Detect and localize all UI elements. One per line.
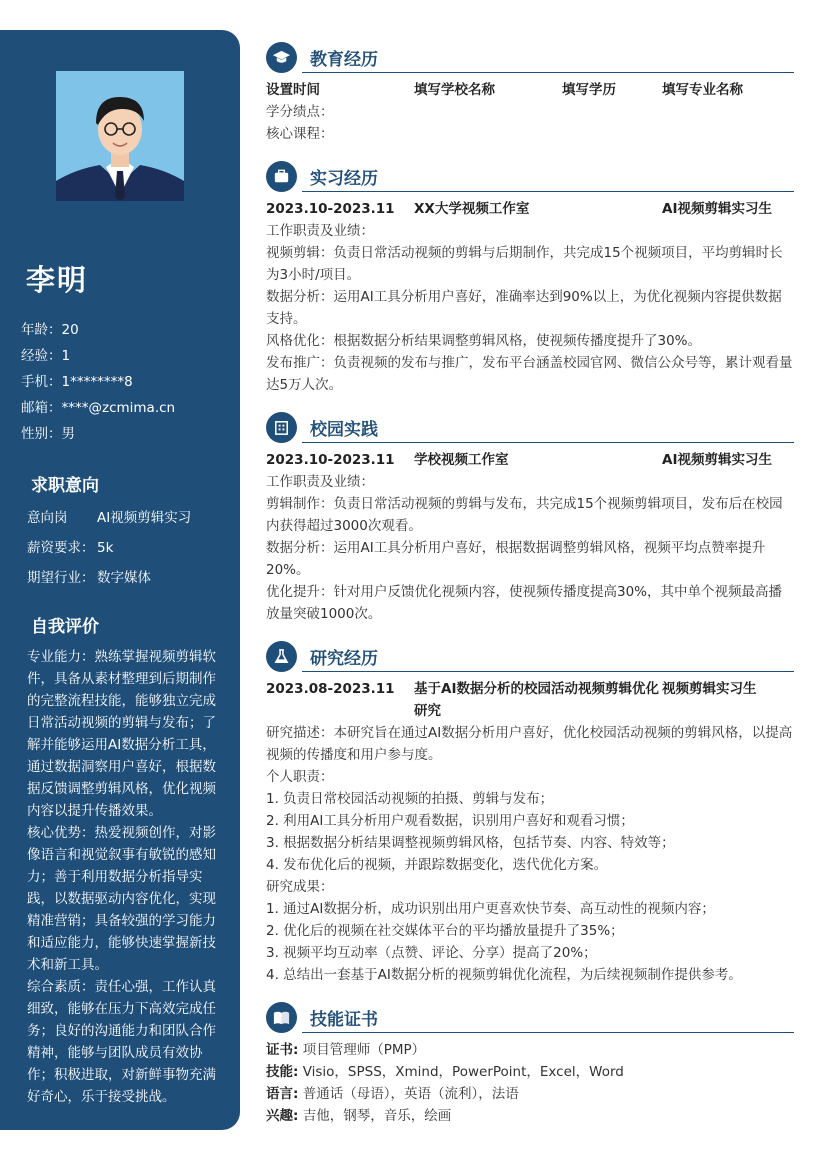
info-experience <box>21 346 175 372</box>
research-line: 4. 总结出一套基于AI数据分析的视频剪辑优化流程，为后续视频制作提供参考。 <box>266 967 742 983</box>
research-line: 4. 发布优化后的视频，并跟踪数据变化，迭代优化方案。 <box>266 857 608 873</box>
research-time: 2023.08-2023.11 <box>266 681 395 697</box>
education-degree: 填写学历 <box>562 82 616 98</box>
info-label: 性别： <box>21 426 62 442</box>
skill-label: 技能: <box>266 1064 299 1080</box>
info-label: 邮箱： <box>21 400 62 416</box>
self-evaluation <box>27 646 217 1108</box>
section-divider <box>302 442 794 443</box>
research-title: 研究经历 <box>310 649 378 669</box>
campus-section-header <box>266 412 794 446</box>
graduation-cap-icon <box>266 42 297 73</box>
personal-info-list <box>21 320 175 450</box>
skill-value: 普通话（母语），英语（流利），法语 <box>302 1086 519 1102</box>
skill-label: 证书: <box>266 1042 299 1058</box>
research-project: 基于AI数据分析的校园活动视频剪辑优化研究 <box>414 681 659 719</box>
research-role: 视频剪辑实习生 <box>662 681 757 697</box>
skill-row <box>266 1105 794 1127</box>
research-line: 1. 通过AI数据分析，成功识别出用户更喜欢快节奏、高互动性的视频内容； <box>266 901 715 917</box>
info-value: ****@zcmima.cn <box>61 400 176 416</box>
briefcase-icon <box>266 161 297 192</box>
section-divider <box>302 1032 794 1033</box>
profile-sidebar <box>0 30 240 1130</box>
info-value: 1********8 <box>61 374 133 390</box>
info-value: 1 <box>61 348 71 364</box>
info-age <box>21 320 175 346</box>
internship-line: 视频剪辑：负责日常活动视频的剪辑与后期制作，共完成15个视频项目，平均剪辑时长为3小时/项目。 <box>266 245 783 283</box>
research-line: 2. 优化后的视频在社交媒体平台的平均播放量提升了35%； <box>266 923 624 939</box>
skill-value: 吉他，钢琴，音乐，绘画 <box>302 1108 452 1124</box>
education-line: 学分绩点： <box>266 104 334 120</box>
campus-block <box>266 449 794 625</box>
info-value: 男 <box>61 426 75 442</box>
skill-label: 兴趣: <box>266 1108 299 1124</box>
skill-value: Visio，SPSS，Xmind，PowerPoint，Excel，Word <box>302 1064 624 1080</box>
info-email <box>21 398 175 424</box>
education-line: 核心课程： <box>266 126 334 142</box>
research-header-row <box>266 678 794 722</box>
campus-line: 优化提升：针对用户反馈优化视频内容，使视频传播度提高30%，其中单个视频最高播放量突破1000次。 <box>266 584 783 622</box>
research-line: 1. 负责日常校园活动视频的拍摄、剪辑与发布； <box>266 791 554 807</box>
campus-time: 2023.10-2023.11 <box>266 452 395 468</box>
education-header-row <box>266 79 794 101</box>
intent-label: 薪资要求： <box>27 540 95 556</box>
internship-role: AI视频剪辑实习生 <box>662 201 772 217</box>
eval-paragraph: 综合素质：责任心强，工作认真细致，能够在压力下高效完成任务；良好的沟通能力和团队合作精神，能够与团队成员有效协作；积极进取，对新鲜事物充满好奇心，乐于接受挑战。 <box>27 979 216 1105</box>
section-divider <box>302 72 794 73</box>
education-block <box>266 79 794 145</box>
research-line: 3. 根据数据分析结果调整视频剪辑风格，包括节奏、内容、特效等； <box>266 835 675 851</box>
education-school: 填写学校名称 <box>414 82 495 98</box>
skill-label: 语言: <box>266 1086 299 1102</box>
education-major: 填写专业名称 <box>662 82 743 98</box>
info-label: 经验： <box>21 348 62 364</box>
job-intent <box>27 507 191 597</box>
research-line: 研究成果： <box>266 879 334 895</box>
campus-header-row <box>266 449 794 471</box>
internship-line: 风格优化：根据数据分析结果调整剪辑风格，使视频传播度提升了30%。 <box>266 333 702 349</box>
intent-position <box>27 507 191 537</box>
research-line: 个人职责： <box>266 769 334 785</box>
intent-value: 数字媒体 <box>97 570 151 586</box>
internship-time: 2023.10-2023.11 <box>266 201 395 217</box>
campus-title: 校园实践 <box>310 420 378 440</box>
book-icon <box>266 1002 297 1033</box>
campus-role: AI视频剪辑实习生 <box>662 452 772 468</box>
research-line: 3. 视频平均互动率（点赞、评论、分享）提高了20%； <box>266 945 597 961</box>
intent-heading: 求职意向 <box>31 476 99 496</box>
internship-header-row <box>266 198 794 220</box>
skill-value: 项目管理师（PMP） <box>302 1042 426 1058</box>
internship-line: 工作职责及业绩： <box>266 223 374 239</box>
campus-line: 剪辑制作：负责日常活动视频的剪辑与发布，共完成15个视频剪辑项目，发布后在校园内获得超过3000次观看。 <box>266 496 783 534</box>
eval-paragraph: 核心优势：热爱视频创作，对影像语言和视觉叙事有敏锐的感知力；善于利用数据分析指导实践，以数据驱动内容优化，实现精准营销；具备较强的学习能力和适应能力，能够快速掌握新技术和新工具。 <box>27 825 216 973</box>
internship-line: 发布推广：负责视频的发布与推广，发布平台涵盖校园官网、微信公众号等，累计观看量达5万人次。 <box>266 355 793 393</box>
intent-label: 意向岗 <box>27 510 68 526</box>
info-phone <box>21 372 175 398</box>
candidate-name: 李明 <box>26 263 89 297</box>
education-section-header <box>266 42 794 76</box>
intent-value: 5k <box>97 540 114 556</box>
skills-title: 技能证书 <box>310 1010 378 1030</box>
flask-icon <box>266 641 297 672</box>
campus-line: 工作职责及业绩： <box>266 474 374 490</box>
internship-section-header <box>266 161 794 195</box>
research-block <box>266 678 794 986</box>
info-label: 年龄： <box>21 322 62 338</box>
eval-paragraph: 专业能力：熟练掌握视频剪辑软件，具备从素材整理到后期制作的完整流程技能，能够独立完成日常活动视频的剪辑与发布；了解并能够运用AI数据分析工具，通过数据洞察用户喜好，根据数据反馈调整剪辑风格，优化视频内容以提升传播效果。 <box>27 649 216 819</box>
skill-row <box>266 1061 794 1083</box>
self-eval-heading: 自我评价 <box>31 617 99 637</box>
research-line: 2. 利用AI工具分析用户观看数据，识别用户喜好和观看习惯； <box>266 813 634 829</box>
research-section-header <box>266 641 794 675</box>
info-value: 20 <box>61 322 79 338</box>
internship-block <box>266 198 794 396</box>
intent-label: 期望行业： <box>27 570 95 586</box>
campus-org: 学校视频工作室 <box>414 452 509 468</box>
education-title: 教育经历 <box>310 50 378 70</box>
intent-value: AI视频剪辑实习 <box>97 510 192 526</box>
internship-title: 实习经历 <box>310 169 378 189</box>
building-icon <box>266 412 297 443</box>
research-line: 研究描述：本研究旨在通过AI数据分析用户喜好，优化校园活动视频的剪辑风格，以提高视频的传播度和用户参与度。 <box>266 725 793 763</box>
education-time: 设置时间 <box>266 82 320 98</box>
section-divider <box>302 191 794 192</box>
skills-section-header <box>266 1002 794 1036</box>
skills-block <box>266 1039 794 1127</box>
skill-row <box>266 1083 794 1105</box>
internship-org: XX大学视频工作室 <box>414 201 530 217</box>
internship-line: 数据分析：运用AI工具分析用户喜好，准确率达到90%以上，为优化视频内容提供数据支持。 <box>266 289 782 327</box>
intent-industry <box>27 567 191 597</box>
campus-line: 数据分析：运用AI工具分析用户喜好，根据数据调整剪辑风格，视频平均点赞率提升20%。 <box>266 540 766 578</box>
skill-row <box>266 1039 794 1061</box>
section-divider <box>302 671 794 672</box>
info-label: 手机： <box>21 374 62 390</box>
intent-salary <box>27 537 191 567</box>
profile-photo <box>56 71 184 201</box>
info-gender <box>21 424 175 450</box>
